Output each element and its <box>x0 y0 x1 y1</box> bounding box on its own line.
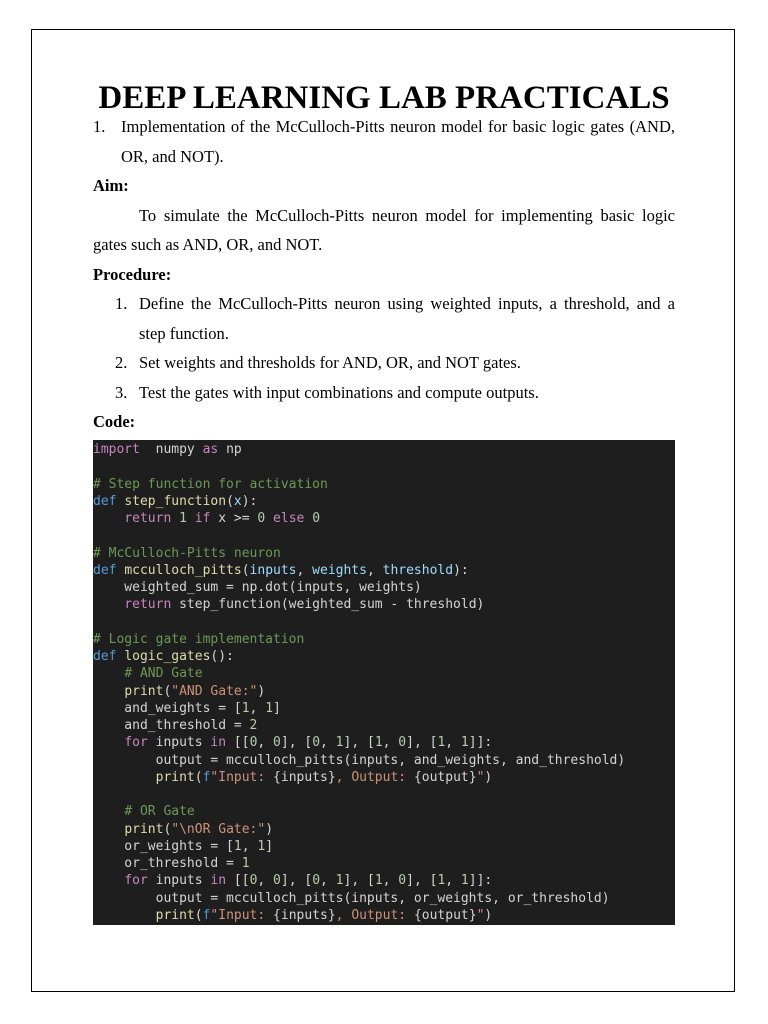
code-token: (): <box>210 649 234 664</box>
code-token: 1 <box>335 873 344 889</box>
code-token: as <box>202 442 219 457</box>
code-token: , <box>366 562 383 578</box>
code-token: 0 <box>257 511 266 526</box>
code-token: import <box>93 442 140 457</box>
code-token: # Logic gate implementation <box>93 631 305 647</box>
code-line <box>93 579 675 596</box>
code-token: step_function(weighted_sum - threshold) <box>171 597 485 613</box>
code-token: print <box>124 683 164 699</box>
code-token: ], [ <box>343 735 375 751</box>
code-token: , <box>320 873 336 889</box>
code-token: in <box>210 735 227 751</box>
code-line <box>93 527 675 544</box>
code-token: def <box>93 493 117 509</box>
code-token: , <box>445 735 461 751</box>
code-token: 0 <box>398 735 407 751</box>
code-token: # McCulloch-Pitts neuron <box>93 545 281 561</box>
code-line <box>93 510 675 527</box>
code-token: {output} <box>413 769 477 785</box>
code-line <box>93 562 675 579</box>
code-token: ( <box>226 493 234 509</box>
code-token <box>93 822 124 837</box>
code-line <box>93 683 675 700</box>
code-token: "Input: <box>210 769 274 785</box>
code-token: f <box>202 769 211 785</box>
code-token: 0 <box>273 873 281 889</box>
code-token: , <box>382 873 399 889</box>
code-line <box>93 769 675 786</box>
code-token: 1 <box>335 735 344 751</box>
code-token: ], [ <box>406 735 438 751</box>
code-line <box>93 734 675 751</box>
code-token: inputs <box>147 735 211 751</box>
code-token: 0 <box>312 511 321 526</box>
code-line <box>93 890 675 907</box>
code-token: ): <box>241 493 258 509</box>
code-token: in <box>210 873 227 889</box>
code-token: , <box>257 873 274 889</box>
code-token: and_weights = [ <box>93 700 242 716</box>
code-token: or_threshold = <box>93 856 242 871</box>
code-heading: Code: <box>93 412 136 431</box>
code-token: for <box>124 735 148 751</box>
code-token: # Step function for activation <box>93 476 328 492</box>
code-token: x <box>233 493 242 509</box>
code-token <box>187 511 195 526</box>
code-line <box>93 458 675 475</box>
code-token: 1 <box>241 700 250 716</box>
code-token: def <box>93 649 117 664</box>
code-line <box>93 545 675 562</box>
code-token: logic_gates <box>124 649 211 664</box>
code-token: mcculloch_pitts <box>124 562 242 578</box>
code-token: output = mcculloch_pitts(inputs, or_weights, or_threshold) <box>93 890 610 906</box>
code-line <box>93 441 675 458</box>
code-token: 0 <box>312 735 321 751</box>
code-line <box>93 596 675 613</box>
code-token: "AND Gate:" <box>171 683 258 699</box>
procedure-item-number: 3. <box>115 382 128 402</box>
code-token: ( <box>194 907 203 923</box>
code-token <box>93 597 124 612</box>
code-token: , <box>249 700 266 716</box>
procedure-item <box>115 378 675 408</box>
code-token: ], [ <box>280 735 313 751</box>
code-line <box>93 648 675 665</box>
code-token <box>304 511 312 526</box>
code-token: def <box>93 562 117 578</box>
code-token: inputs <box>147 873 211 889</box>
code-token: inputs <box>249 562 297 578</box>
code-token: 2 <box>249 718 258 733</box>
code-token <box>93 684 124 699</box>
question-item <box>93 112 675 171</box>
code-token: ) <box>484 769 493 785</box>
code-token: , Output: <box>335 769 414 785</box>
code-token: 1 <box>233 838 242 854</box>
code-token <box>93 908 156 923</box>
code-line <box>93 752 675 769</box>
code-token: , Output: <box>335 907 414 923</box>
code-token: ) <box>265 821 274 837</box>
procedure-item <box>115 289 675 348</box>
code-token: 1 <box>241 856 250 871</box>
code-token: , <box>296 562 313 578</box>
code-token: "Input: <box>210 907 274 923</box>
code-token: {output} <box>413 907 477 923</box>
code-token: {inputs} <box>273 907 336 923</box>
code-line <box>93 803 675 820</box>
code-token: " <box>476 907 485 923</box>
code-token: step_function <box>124 493 227 509</box>
code-block <box>93 440 675 925</box>
code-token: np <box>218 442 242 457</box>
procedure-item-text: Set weights and thresholds for AND, OR, and NOT gates. <box>139 353 521 372</box>
code-token: ], [ <box>406 873 438 889</box>
code-token: # AND Gate <box>124 666 203 682</box>
code-token: [[ <box>226 873 250 889</box>
code-line <box>93 493 675 510</box>
code-token: 1 <box>437 735 446 751</box>
code-token: print <box>124 821 164 837</box>
code-token: ) <box>484 907 493 923</box>
code-token: f <box>202 907 211 923</box>
code-token: 1 <box>374 873 383 889</box>
code-token: weighted_sum = np.dot(inputs, weights) <box>93 580 422 595</box>
aim-heading: Aim: <box>93 176 129 195</box>
code-token: ] <box>273 700 281 716</box>
code-token: numpy <box>139 442 203 457</box>
code-token <box>265 511 273 526</box>
code-line <box>93 872 675 889</box>
procedure-item-number: 1. <box>115 294 128 313</box>
code-line <box>93 476 675 493</box>
code-token: , <box>445 873 461 889</box>
code-token: ( <box>194 769 203 785</box>
procedure-item-text: Define the McCulloch-Pitts neuron using weighted inputs, a threshold, and a step function. <box>139 294 675 343</box>
code-token: ], [ <box>343 873 375 889</box>
procedure-list <box>93 289 675 407</box>
code-token: ( <box>241 562 250 578</box>
code-token: and_threshold = <box>93 718 250 733</box>
code-token: , <box>320 735 336 751</box>
code-token: or_weights = [ <box>93 838 234 854</box>
code-token: print <box>155 907 195 923</box>
code-token <box>93 770 156 785</box>
code-token: 1 <box>437 873 446 889</box>
question-text: Implementation of the McCulloch-Pitts neuron model for basic logic gates (AND, OR, and NOT). <box>121 117 675 166</box>
code-token: ( <box>163 683 172 699</box>
code-token: return <box>124 511 172 526</box>
procedure-item <box>115 348 675 378</box>
code-line <box>93 700 675 717</box>
code-line <box>93 717 675 734</box>
code-token: threshold <box>382 562 454 578</box>
code-line <box>93 907 675 924</box>
code-token: return <box>124 597 172 613</box>
code-line <box>93 631 675 648</box>
code-token: weights <box>312 562 367 578</box>
code-token: else <box>273 511 305 526</box>
aim-text: To simulate the McCulloch-Pitts neuron model for implementing basic logic gates such as AND, OR, and NOT. <box>93 205 675 254</box>
code-token: 1 <box>179 511 187 526</box>
code-token: 1 <box>460 873 469 889</box>
code-token: 1 <box>265 700 274 716</box>
code-token: 0 <box>398 873 407 889</box>
code-line <box>93 838 675 855</box>
code-line <box>93 855 675 872</box>
code-token: ]]: <box>468 873 493 889</box>
code-token: # OR Gate <box>124 804 195 820</box>
code-token: " <box>476 769 485 785</box>
code-token <box>93 873 124 888</box>
code-token <box>93 511 124 526</box>
code-token: output = mcculloch_pitts(inputs, and_weights, and_threshold) <box>93 752 626 768</box>
code-token: 0 <box>249 873 258 889</box>
code-token: "\nOR Gate:" <box>171 821 266 837</box>
code-token <box>171 511 179 526</box>
code-token <box>93 735 124 750</box>
code-token: [[ <box>226 735 250 751</box>
code-token: {inputs} <box>273 769 336 785</box>
code-line <box>93 821 675 838</box>
code-token: 1 <box>460 735 469 751</box>
procedure-item-number: 2. <box>115 353 128 372</box>
code-token: , <box>257 735 274 751</box>
code-line <box>93 665 675 682</box>
code-token: ) <box>257 683 266 699</box>
code-token: , <box>382 735 399 751</box>
code-token: if <box>194 511 211 526</box>
document-content <box>93 80 675 437</box>
code-token: ): <box>453 562 469 578</box>
code-token: 0 <box>249 735 258 751</box>
code-token: print <box>155 769 195 785</box>
code-token: ]]: <box>468 735 493 751</box>
code-line <box>93 614 675 631</box>
code-token: x >= <box>210 511 258 526</box>
code-token: 1 <box>374 735 383 751</box>
code-line <box>93 786 675 803</box>
code-token <box>93 804 124 819</box>
code-token: ( <box>163 821 172 837</box>
code-token: ], [ <box>280 873 313 889</box>
question-number: 1. <box>93 117 106 136</box>
page-title: DEEP LEARNING LAB PRACTICALS <box>98 80 670 116</box>
code-token: 0 <box>273 735 281 751</box>
code-token: 1 <box>257 838 266 854</box>
code-token: , <box>241 838 258 854</box>
code-token: 0 <box>312 873 321 889</box>
procedure-heading: Procedure: <box>93 264 172 284</box>
code-token <box>93 666 124 681</box>
code-token: for <box>124 873 148 889</box>
code-token: ] <box>265 838 274 854</box>
procedure-item-text: Test the gates with input combinations and compute outputs. <box>139 382 539 402</box>
